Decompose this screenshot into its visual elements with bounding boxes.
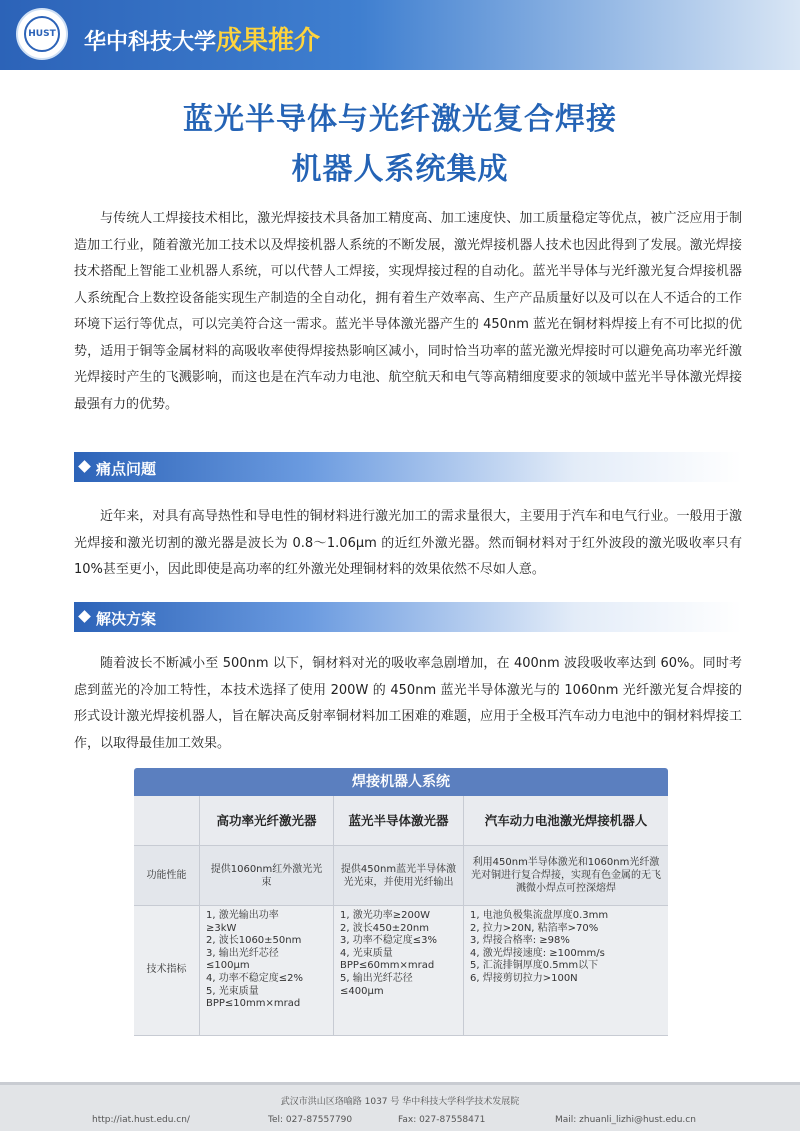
diamond-bullet-icon — [78, 610, 91, 623]
welding-robot-system-table — [134, 768, 668, 1036]
spec-item: 1, 激光功率≥200W — [340, 910, 431, 921]
footer-fax: Fax: 027-87558471 — [398, 1115, 486, 1125]
spec-item: 5, 输出光纤芯径 — [340, 972, 413, 984]
diamond-bullet-icon — [78, 460, 91, 473]
logo-text: HUST — [28, 29, 56, 39]
table-header-row — [134, 796, 668, 846]
pain-points-paragraph: 近年来，对具有高导热性和导电性的铜材料进行激光加工的需求量很大，主要用于汽车和电气行业。一般用于激光焊接和激光切割的激光器是波长为 0.8～1.06μm 的近红外激光器。然而铜材料对于红外波段的激光吸收率只有 10%甚至更小，因此即使是高功率的红外激光处理铜材料的效果依然不尽如人意。 — [74, 509, 742, 577]
spec-item: 4, 激光焊接速度: ≥100mm/s — [470, 947, 605, 959]
table-header-cell: 蓝光半导体激光器 — [334, 796, 464, 846]
spec-item: 1, 电池负极集流盘厚度0.3mm — [470, 910, 609, 921]
table-title: 焊接机器人系统 — [134, 768, 668, 796]
table-header-cell — [134, 796, 200, 846]
spec-item: 4, 功率不稳定度≤2% — [206, 972, 303, 984]
spec-item: ≥3kW — [206, 922, 237, 934]
spec-item: 2, 波长1060±50nm — [206, 935, 302, 947]
table-row — [134, 906, 668, 1036]
spec-item: 1, 激光输出功率 — [206, 910, 279, 921]
logo-emblem-icon — [24, 16, 60, 52]
spec-item: 2, 拉力>20N, 粘箔率>70% — [470, 922, 599, 934]
spec-item: 5, 汇流排铜厚度0.5mm以下 — [470, 960, 599, 972]
section-heading-solution — [74, 602, 742, 632]
table-header-cell: 汽车动力电池激光焊接机器人 — [464, 796, 668, 846]
intro-paragraph: 与传统人工焊接技术相比，激光焊接技术具备加工精度高、加工速度快、加工质量稳定等优点，被广泛应用于制造加工行业，随着激光加工技术以及焊接机器人系统的不断发展，激光焊接机器人技术也因此得到了发展。激光焊接技术搭配上智能工业机器人系统，可以代替人工焊接，实现焊接过程的自动化。蓝光半导体与光纤激光复合焊接机器人系统配合上数控设备能实现生产制造的全自动化，拥有着生产效率高、生产产品质量好以及可以在人不适合的工作环境下运行等优点，可以完美符合这一需求。蓝光半导体激光器产生的 450nm 蓝光在铜材料焊接上有不可比拟的优势，适用于铜等金属材料的高吸收率使得焊接热影响区减小，同时恰当功率的蓝光激光焊接时可以避免高功率光纤激光焊接时产生的飞溅影响，而这也是在汽车动力电池、航空航天和电气等高精细度要求的领域中蓝光半导体激光焊接最强有力的优势。 — [74, 211, 742, 412]
header-title — [84, 20, 320, 57]
spec-item: 5, 光束质量 — [206, 985, 259, 997]
section-heading-label: 解决方案 — [96, 610, 157, 628]
document-title-line2: 机器人系统集成 — [291, 152, 509, 187]
table-cell-spec-list — [200, 906, 334, 1036]
spec-item: 4, 光束质量 — [340, 947, 393, 959]
footer-telephone: Tel: 027-87557790 — [268, 1115, 353, 1125]
table-cell-spec-list — [464, 906, 668, 1036]
footer-address: 武汉市洪山区珞喻路 1037 号 华中科技大学科学技术发展院 — [280, 1097, 520, 1107]
footer-website-link[interactable]: http://iat.hust.edu.cn/ — [92, 1115, 190, 1125]
header-org: 华中科技大学 — [84, 30, 217, 55]
spec-item: 3, 焊接合格率: ≥98% — [470, 935, 570, 947]
spec-item: 3, 输出光纤芯径 — [206, 947, 279, 959]
section-heading-pain-points — [74, 452, 742, 482]
solution-paragraph: 随着波长不断减小至 500nm 以下，铜材料对光的吸收率急剧增加，在 400nm 波段吸收率达到 60%。同时考虑到蓝光的冷加工特性，本技术选择了使用 200W 的 450nm 蓝光半导体激光与的 1060nm 光纤激光复合焊接的形式设计激光焊接机器人，旨在解决高反射率铜材料加工困难的难题，应用于全极耳汽车动力电池中的铜材料焊接工作，以取得最佳加工效果。 — [74, 656, 742, 751]
header-accent: 成果推介 — [216, 26, 321, 56]
university-logo — [16, 8, 68, 60]
table-cell: 提供1060nm红外激光光束 — [200, 846, 334, 906]
page-footer — [0, 1082, 800, 1131]
spec-item: ≤100μm — [206, 960, 250, 972]
spec-item: ≤400μm — [340, 985, 384, 997]
table-cell: 利用450nm半导体激光和1060nm光纤激光对铜进行复合焊接，实现有色金属的无飞溅微小焊点可控深熔焊 — [464, 846, 668, 906]
table-cell: 提供450nm蓝光半导体激光光束，并使用光纤输出 — [334, 846, 464, 906]
table-row — [134, 846, 668, 906]
footer-email-link[interactable]: Mail: zhuanli_lizhi@hust.edu.cn — [555, 1115, 696, 1125]
spec-item: 2, 波长450±20nm — [340, 922, 429, 934]
spec-item: 6, 焊接剪切拉力>100N — [470, 972, 578, 984]
spec-item: 3, 功率不稳定度≤3% — [340, 935, 437, 947]
spec-item: BPP≤10mm×mrad — [206, 998, 301, 1010]
row-label: 功能性能 — [134, 846, 200, 906]
document-title-line1: 蓝光半导体与光纤激光复合焊接 — [183, 102, 617, 137]
spec-item: BPP≤60mm×mrad — [340, 960, 435, 972]
section-heading-label: 痛点问题 — [96, 460, 157, 478]
table-header-cell: 高功率光纤激光器 — [200, 796, 334, 846]
page-header — [0, 0, 800, 70]
row-label: 技术指标 — [134, 906, 200, 1036]
table-cell-spec-list — [334, 906, 464, 1036]
